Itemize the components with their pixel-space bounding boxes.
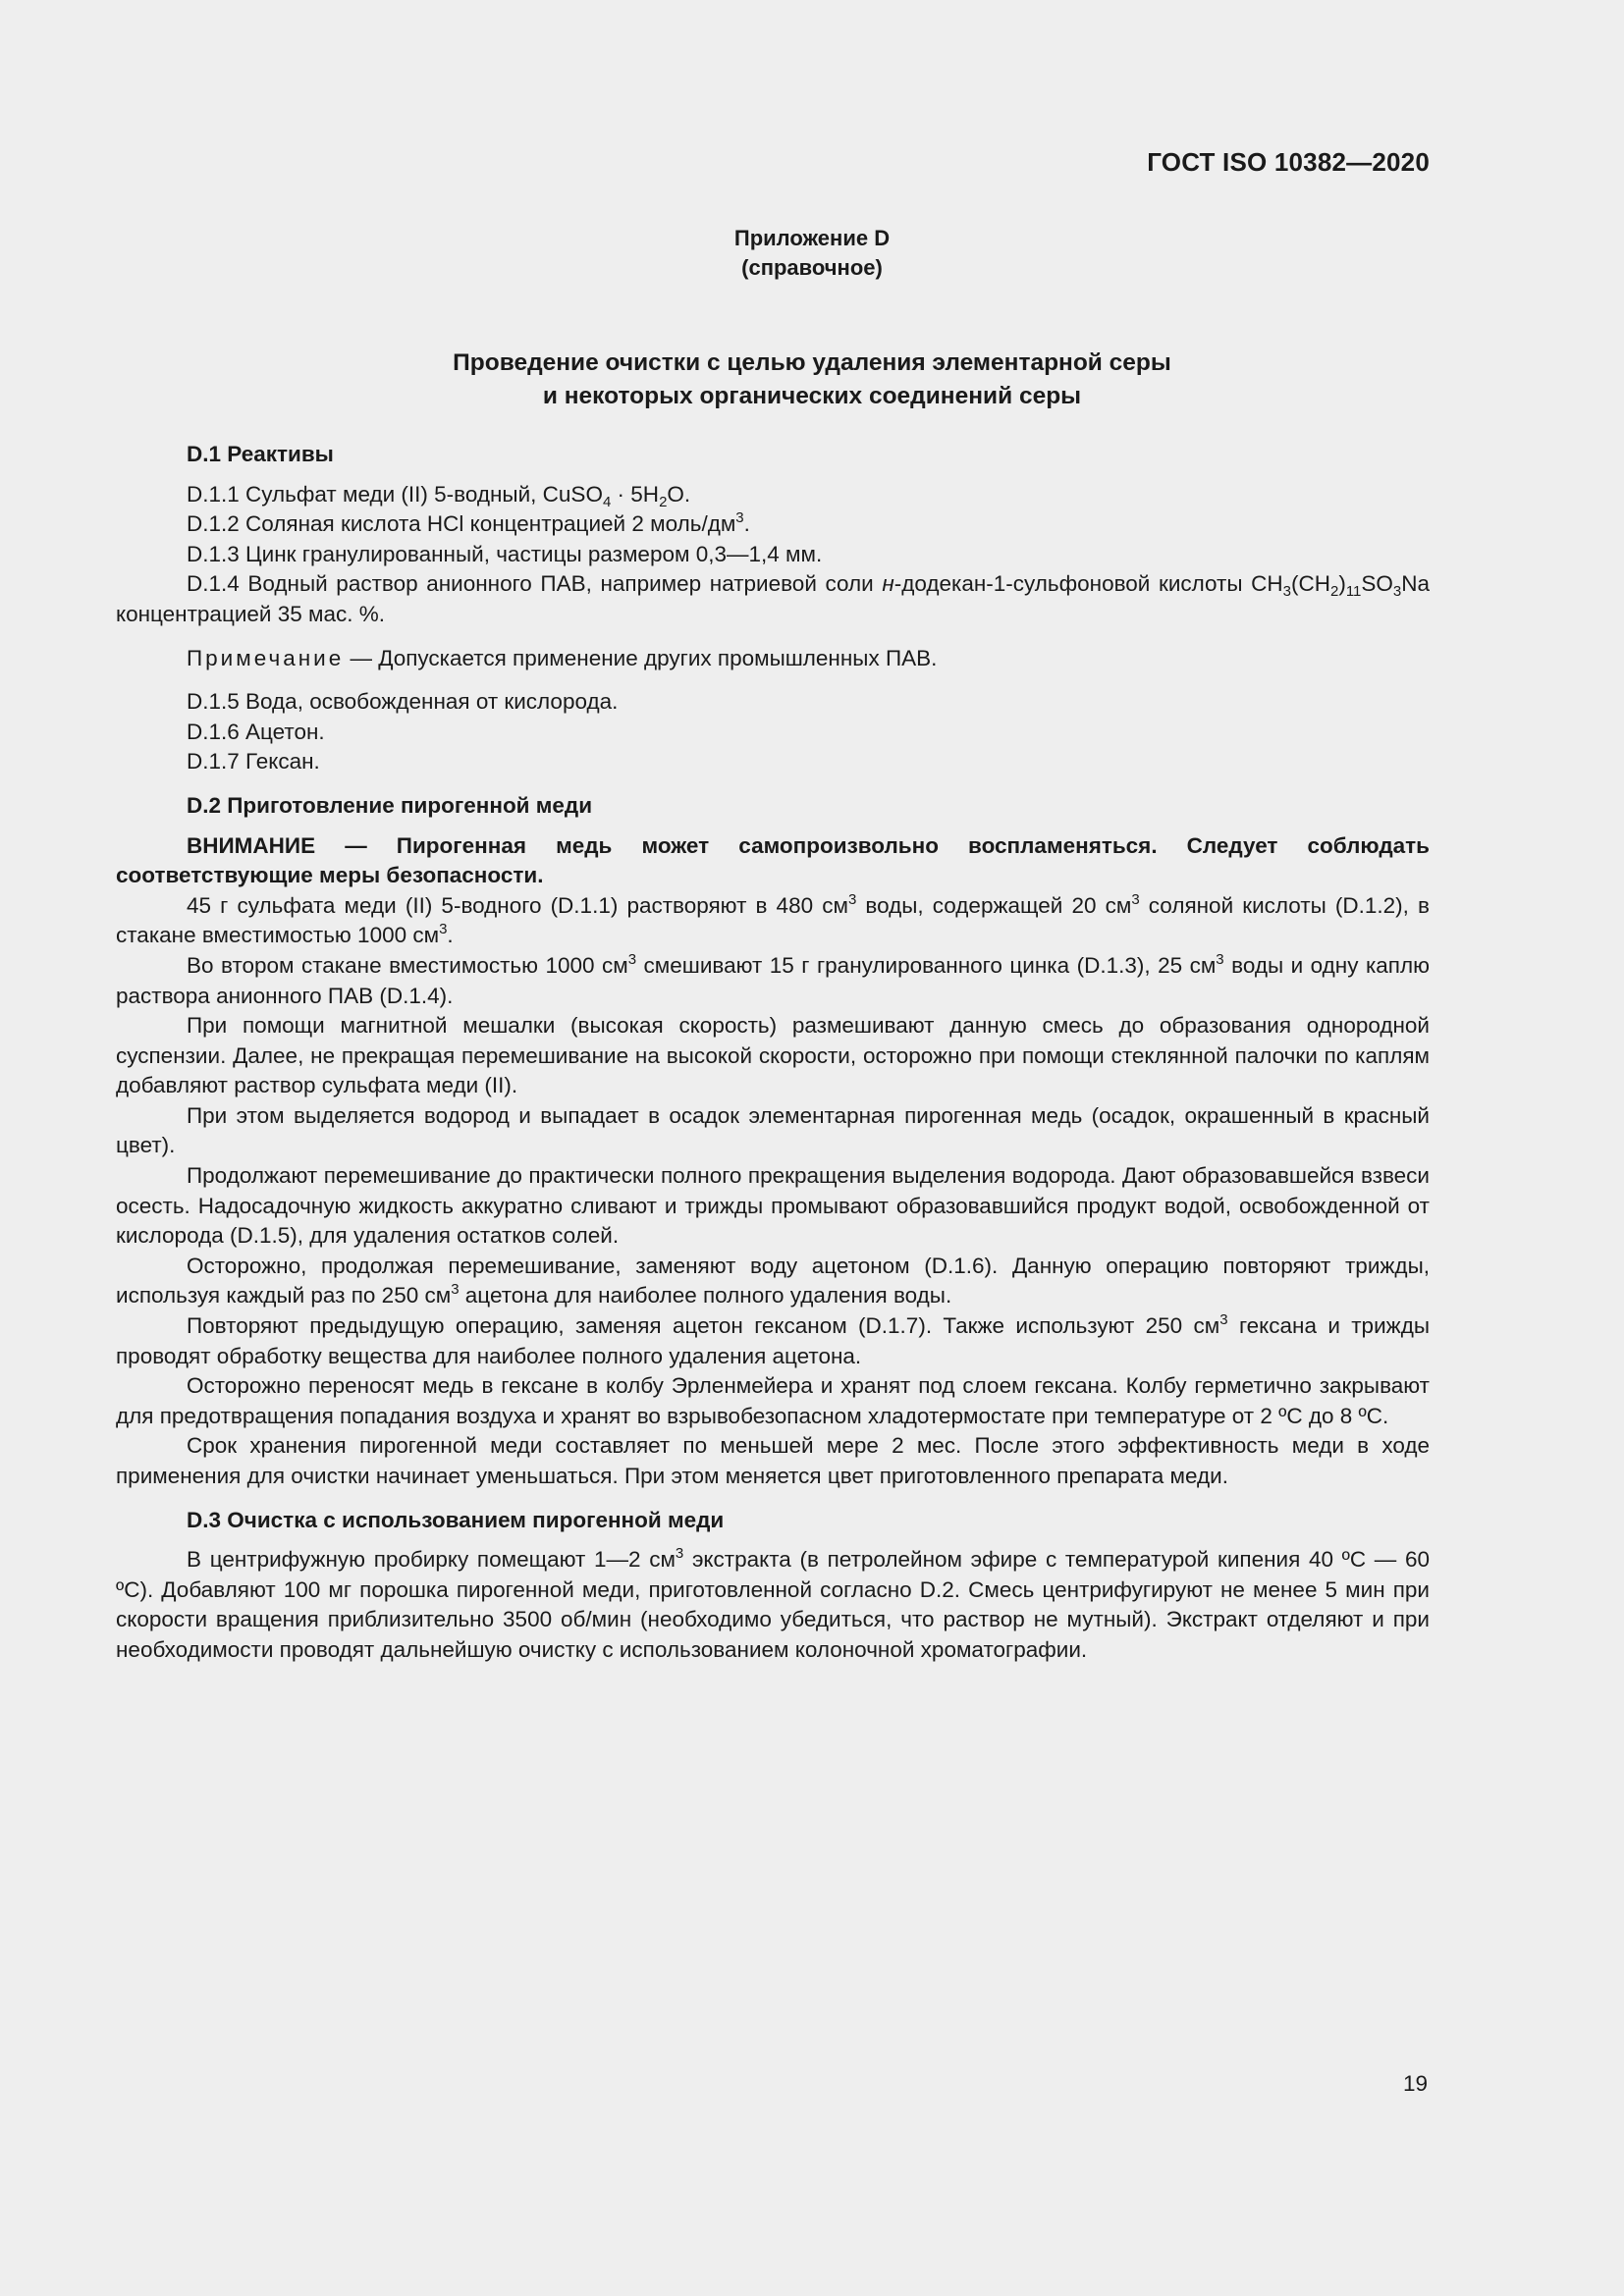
heading-d3: D.3 Очистка с использованием пирогенной меди xyxy=(187,1507,725,1532)
paragraph-d2-8: Осторожно переносят медь в гексане в колбу Эрленмейера и хранят под слоем гексана. Колбу герметично закрывают для предотвращения попадания воздуха и хранят во взрывобезопасном хладотермостате при температуре от 2 ºС до 8 ºС. xyxy=(116,1373,1430,1428)
paragraph-d2-4: При этом выделяется водород и выпадает в осадок элементарная пирогенная медь (осадок, окрашенный в красный цвет). xyxy=(116,1102,1430,1158)
item-d1-6: D.1.6 Ацетон. xyxy=(187,719,325,744)
item-d1-2: D.1.2 Соляная кислота HCl концентрацией 2 моль/$дм^3$. xyxy=(187,509,750,537)
item-d1-7: D.1.7 Гексан. xyxy=(187,749,320,774)
title-line-1: Проведение очистки с целью удаления элементарной серы xyxy=(453,349,1171,376)
page-number: 19 xyxy=(1402,2071,1428,2096)
paragraph-d2-6: Осторожно, продолжая перемешивание, заменяют воду ацетоном (D.1.6). Данную операцию повторяют трижды, используя каждый раз по 250 $см^3$ ацетона для наиболее полного удаления воды. xyxy=(116,1253,1430,1308)
item-d1-1: D.1.1 Сульфат меди (II) 5-водный, CuSO$_4$ · $5H_2O$. xyxy=(187,481,691,510)
paragraph-d2-1: 45 г сульфата меди (II) 5-водного (D.1.1) растворяют в 480 $см^3$ воды, содержащей 20 $см^3$ соляной кислоты (D.1.2), в стакане вместимостью 1000 $см^3$. xyxy=(116,890,1430,948)
paragraph-d2-7: Повторяют предыдущую операцию, заменяя ацетон гексаном (D.1.7). Также используют 250 $см^3$ гексана и трижды проводят обработку вещества для наиболее полного удаления ацетона. xyxy=(116,1311,1430,1368)
document-body xyxy=(116,440,1430,1666)
appendix-label: Приложение D xyxy=(733,226,891,250)
section-title xyxy=(0,347,1624,413)
item-d1-5: D.1.5 Вода, освобожденная от кислорода. xyxy=(187,689,619,715)
heading-d2: D.2 Приготовление пирогенной меди xyxy=(187,792,593,818)
heading-d1: D.1 Реактивы xyxy=(187,442,334,466)
title-line-2: и некоторых органических соединений серы xyxy=(542,383,1082,409)
note xyxy=(116,644,1430,674)
warning-text: ВНИМАНИЕ — Пирогенная медь может самопроизвольно воспламеняться. Следует соблюдать соответствующие меры безопасности. xyxy=(116,832,1430,888)
paragraph-d2-2: Во втором стакане вместимостью 1000 $см^3$ смешивают 15 г гранулированного цинка (D.1.3), 25 $см^3$ воды и одну каплю раствора анионного ПАВ (D.1.4). xyxy=(116,950,1430,1008)
document-code: ГОСТ ISO 10382—2020 xyxy=(1147,147,1430,177)
paragraph-d2-3: При помощи магнитной мешалки (высокая скорость) размешивают данную смесь до образования однородной суспензии. Далее, не прекращая перемешивание на высокой скорости, осторожно при помощи стеклянной палочки по каплям добавляют раствор сульфата меди (II). xyxy=(116,1013,1430,1098)
appendix-kind: (справочное) xyxy=(741,255,883,280)
item-d1-3: D.1.3 Цинк гранулированный, частицы размером 0,3—1,4 мм. xyxy=(187,541,823,566)
note-label: Примечание xyxy=(187,645,345,670)
paragraph-d2-9: Срок хранения пирогенной меди составляет по меньшей мере 2 мес. После этого эффективность меди в ходе применения для очистки начинает уменьшаться. При этом меняется цвет приготовленного препарата меди. xyxy=(116,1433,1430,1488)
note-text: — Допускается применение других промышленных ПАВ. xyxy=(344,645,938,670)
appendix-heading xyxy=(0,224,1624,283)
paragraph-d2-5: Продолжают перемешивание до практически полного прекращения выделения водорода. Дают образовавшейся взвеси осесть. Надосадочную жидкость аккуратно сливают и трижды промывают образовавшийся продукт водой, освобожденной от кислорода (D.1.5), для удаления остатков солей. xyxy=(116,1163,1430,1249)
paragraph-d3-1: В центрифужную пробирку помещают 1—2 $см^3$ экстракта (в петролейном эфире с температурой кипения 40 ºС — 60 ºС). Добавляют 100 мг порошка пирогенной меди, приготовленной согласно D.2. Смесь центрифугируют не менее 5 мин при скорости вращения приблизительно 3500 об/мин (необходимо убедиться, что раствор не мутный). Экстракт отделяют и при необходимости проводят дальнейшую очистку с использованием колоночной хроматографии. xyxy=(116,1545,1431,1662)
item-d1-4: D.1.4 Водный раствор анионного ПАВ, например натриевой соли н-додекан-1-сульфоновой кислоты $CH_3(CH_2)_{11}SO_3Na$ концентрацией 35 мас. %. xyxy=(116,571,1431,626)
